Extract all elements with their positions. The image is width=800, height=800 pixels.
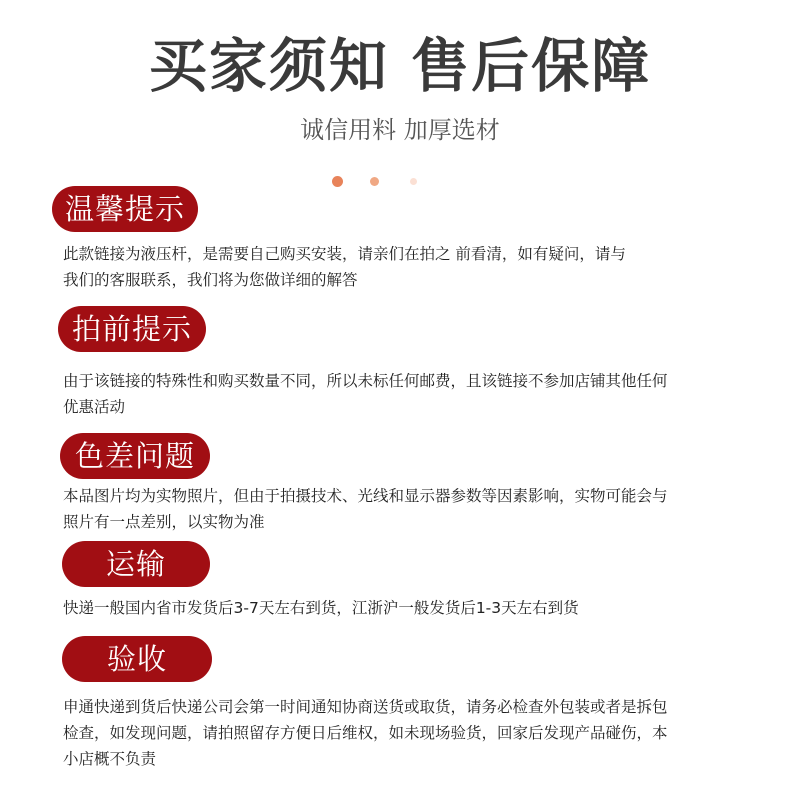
dot-icon <box>332 176 343 187</box>
text-line: 小店概不负责 <box>63 750 157 768</box>
page-subtitle: 诚信用料 加厚选材 <box>300 116 500 144</box>
text-line: 由于该链接的特殊性和购买数量不同，所以未标任何邮费，且该链接不参加店铺其他任何 <box>63 372 668 390</box>
section-heading-badge: 验收 <box>62 636 212 682</box>
section-text <box>63 694 753 772</box>
dot-icon <box>370 177 379 186</box>
text-line: 申通快递到货后快递公司会第一时间通知协商送货或取货，请务必检查外包装或者是拆包 <box>63 698 668 716</box>
text-line: 本品图片均为实物照片，但由于拍摄技术、光线和显示器参数等因素影响，实物可能会与 <box>63 487 668 505</box>
section-text <box>63 483 753 535</box>
text-line: 优惠活动 <box>63 398 126 416</box>
text-line: 此款链接为液压杆，是需要自己购买安装，请亲们在拍之 前看清，如有疑问，请与 <box>63 245 626 263</box>
text-line: 快递一般国内省市发货后3-7天左右到货，江浙沪一般发货后1-3天左右到货 <box>63 599 579 617</box>
text-line: 我们的客服联系，我们将为您做详细的解答 <box>63 271 358 289</box>
section-text <box>63 368 753 420</box>
section-heading-badge: 运输 <box>62 541 210 587</box>
dot-icon <box>410 178 417 185</box>
section-text <box>63 595 753 621</box>
section-text <box>63 241 753 293</box>
text-line: 照片有一点差别，以实物为准 <box>63 513 265 531</box>
section-heading-badge: 色差问题 <box>60 433 210 479</box>
page-title: 买家须知 售后保障 <box>148 32 652 100</box>
section-heading-badge: 拍前提示 <box>58 306 206 352</box>
section-heading-badge: 温馨提示 <box>52 186 198 232</box>
text-line: 检查，如发现问题，请拍照留存方便日后维权，如未现场验货，回家后发现产品碰伤，本 <box>63 724 668 742</box>
